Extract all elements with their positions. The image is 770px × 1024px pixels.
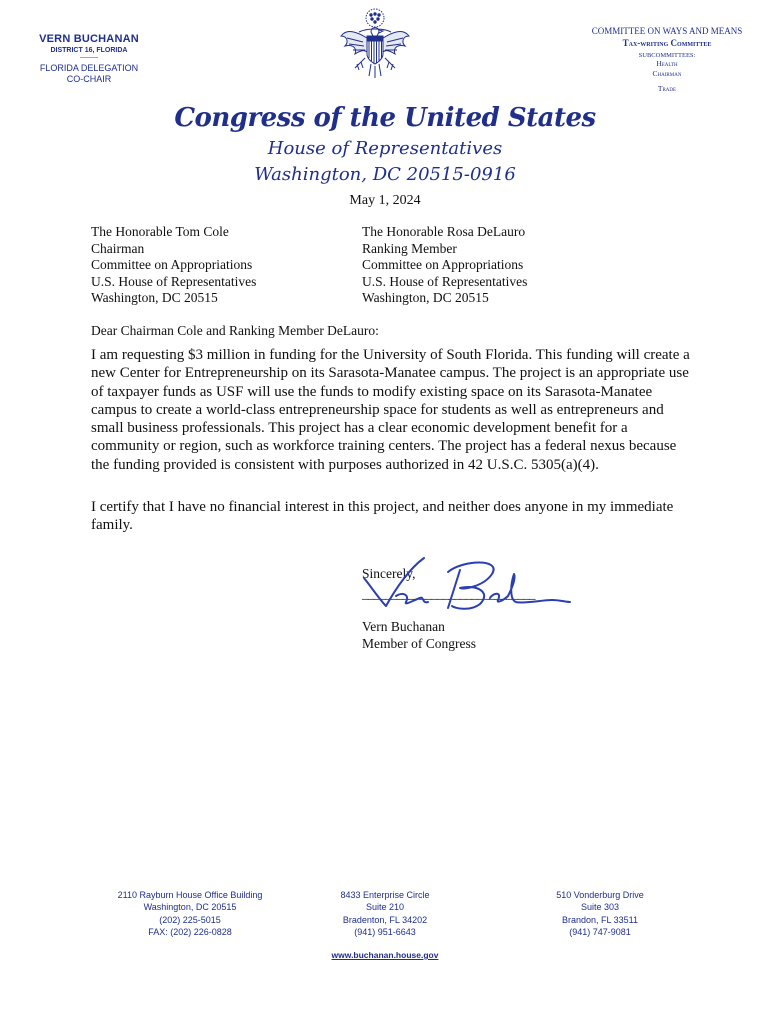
delegation-line-1: FLORIDA DELEGATION [39, 63, 139, 73]
member-name: VERN BUCHANAN [39, 33, 139, 45]
footer-line: (941) 951-6643 [354, 926, 416, 937]
website-link[interactable]: www.buchanan.house.gov [331, 950, 439, 960]
signer-block [362, 618, 476, 652]
congress-title: Congress of the United States [174, 103, 596, 133]
tax-writing-label: Tax-writing Committee [622, 38, 712, 48]
recipient-right-line: U.S. House of Representatives [362, 273, 528, 289]
footer-line: 2110 Rayburn House Office Building [117, 890, 263, 900]
washington-address: Washington, DC 20515-0916 [254, 164, 516, 185]
footer-office-brandon [520, 889, 680, 938]
closing: Sincerely, [362, 566, 416, 581]
recipient-right [362, 224, 527, 307]
footer-line: Washington, DC 20515 [143, 902, 237, 913]
delegation-line-2: CO-CHAIR [66, 74, 112, 84]
signer-name: Vern Buchanan [362, 619, 445, 634]
footer-line: (202) 225-5015 [159, 914, 221, 925]
subcommittee-chairman: Chairman [652, 69, 682, 78]
member-district: DISTRICT 16, FLORIDA [50, 47, 128, 54]
recipient-right-line: Ranking Member [362, 240, 457, 256]
recipient-right-line: Washington, DC 20515 [362, 290, 489, 306]
recipient-left-line: U.S. House of Representatives [91, 273, 257, 289]
footer-line: FAX: (202) 226-0828 [148, 926, 232, 937]
salutation: Dear Chairman Cole and Ranking Member DeLauro: [91, 323, 379, 338]
recipient-left-line: Chairman [91, 240, 145, 256]
footer-line: Suite 210 [365, 902, 405, 913]
recipient-right-line: The Honorable Rosa DeLauro [362, 224, 526, 239]
recipient-left [91, 224, 256, 307]
signature-line: ______________________________ [362, 586, 535, 601]
footer-line: Suite 303 [580, 902, 620, 913]
subcommittees-label: SUBCOMMITTEES: [638, 52, 696, 59]
letter-date: May 1, 2024 [349, 193, 421, 208]
house-title: House of Representatives [267, 138, 503, 159]
subcommittee-health: Health [656, 59, 678, 68]
footer-line: (941) 747-9081 [569, 926, 631, 937]
body-paragraph-certification: I certify that I have no financial interest in this project, and neither does anyone in my immediate family. [91, 499, 674, 534]
footer-office-dc [100, 889, 280, 938]
great-seal-icon [337, 6, 413, 82]
member-header [0, 33, 178, 85]
footer-line: Brandon, FL 33511 [561, 914, 639, 925]
footer-line: 8433 Enterprise Circle [340, 890, 430, 900]
recipient-left-line: The Honorable Tom Cole [91, 224, 229, 239]
letterhead-title [0, 102, 770, 188]
recipient-left-line: Committee on Appropriations [91, 257, 253, 273]
handwritten-signature [352, 548, 572, 618]
footer-line: Bradenton, FL 34202 [342, 914, 428, 925]
recipient-right-line: Committee on Appropriations [362, 257, 524, 273]
footer-line: 510 Vonderburg Drive [556, 890, 644, 900]
subcommittee-trade: Trade [657, 84, 677, 93]
body-paragraph-request: I am requesting $3 million in funding for the University of South Florida. This funding will create a new Center for Entrepreneurship on its Sarasota-Manatee campus. The project is an appropriate use of taxpayer funds as USF will use the funds to modify existing space on its Sarasota-Manatee campus to create a world-class entrepreneurship space for students as well as entrepreneurs and small business professionals. This project has a clear economic development benefit for a community or region, such as workforce training centers. The project has a federal nexus because the funding provided is consistent with purposes authorized in 42 U.S.C. 5305(a)(4). [91, 347, 690, 473]
committee-header [572, 26, 762, 93]
signer-title: Member of Congress [362, 636, 476, 651]
recipient-left-line: Washington, DC 20515 [91, 290, 218, 306]
footer-office-bradenton [325, 889, 445, 938]
header-rule: ——— [80, 55, 98, 61]
committee-name: COMMITTEE ON WAYS AND MEANS [591, 26, 743, 36]
